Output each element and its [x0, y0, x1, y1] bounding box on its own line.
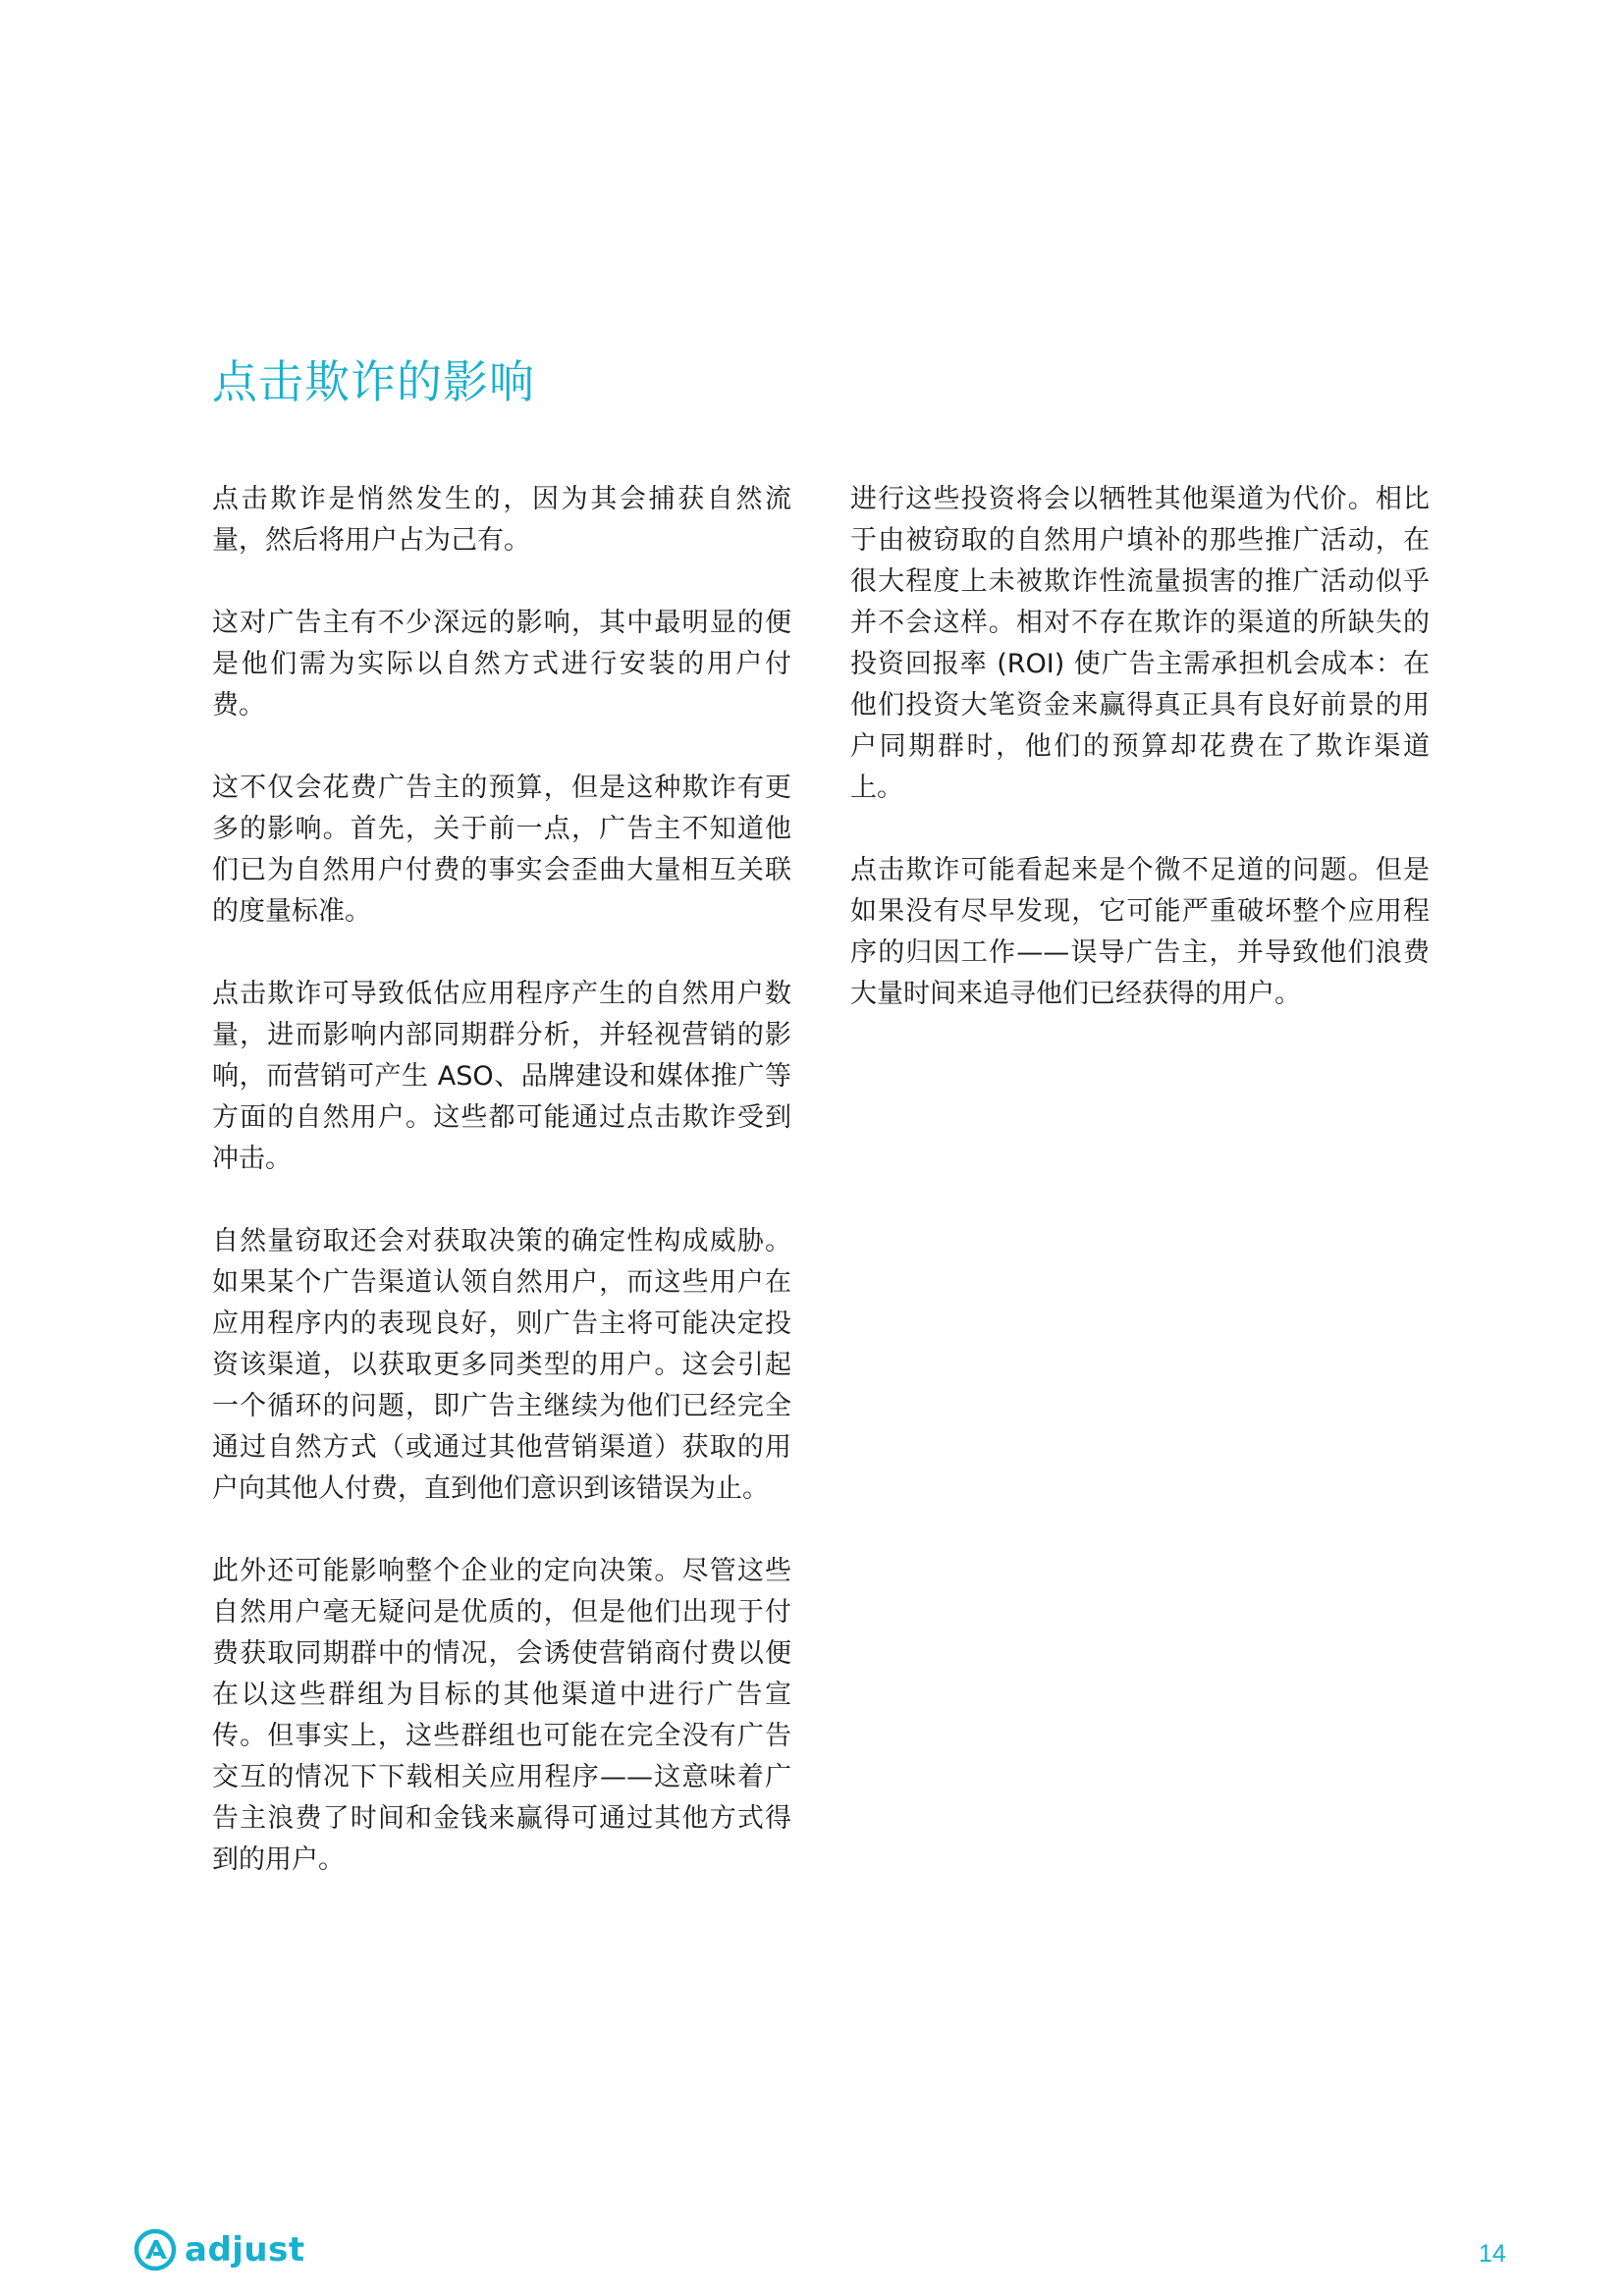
paragraph: 此外还可能影响整个企业的定向决策。尽管这些自然用户毫无疑问是优质的，但是他们出现于付费获取同期群中的情况，会诱使营销商付费以便在以这些群组为目标的其他渠道中进行广告宣传。但事实上，这些群组也可能在完全没有广告交互的情况下下载相关应用程序——这意味着广告主浪费了时间和金钱来赢得可通过其他方式得到的用户。 — [212, 1556, 791, 1875]
paragraph: 点击欺诈可能看起来是个微不足道的问题。但是如果没有尽早发现，它可能严重破坏整个应用程序的归因工作——误导广告主，并导致他们浪费大量时间来追寻他们已经获得的用户。 — [850, 855, 1430, 1009]
right-column — [850, 479, 1430, 1056]
paragraph: 这不仅会花费广告主的预算，但是这种欺诈有更多的影响。首先，关于前一点，广告主不知道他们已为自然用户付费的事实会歪曲大量相互关联的度量标准。 — [212, 773, 791, 927]
left-column — [212, 479, 791, 1922]
adjust-logo — [134, 2224, 305, 2275]
adjust-logo-icon — [134, 2228, 177, 2271]
page-number: 14 — [1479, 2240, 1506, 2268]
paragraph: 自然量窃取还会对获取决策的确定性构成威胁。如果某个广告渠道认领自然用户，而这些用户在应用程序内的表现良好，则广告主将可能决定投资该渠道，以获取更多同类型的用户。这会引起一个循环的问题，即广告主继续为他们已经完全通过自然方式（或通过其他营销渠道）获取的用户向其他人付费，直到他们意识到该错误为止。 — [212, 1226, 791, 1504]
paragraph: 点击欺诈是悄然发生的，因为其会捕获自然流量，然后将用户占为己有。 — [212, 484, 791, 556]
paragraph: 进行这些投资将会以牺牲其他渠道为代价。相比于由被窃取的自然用户填补的那些推广活动，在很大程度上未被欺诈性流量损害的推广活动似乎并不会这样。相对不存在欺诈的渠道的所缺失的投资回报率 (ROI) 使广告主需承担机会成本：在他们投资大笔资金来赢得真正具有良好前景的用户同期群时，他们的预算却花费在了欺诈渠道上。 — [850, 484, 1430, 803]
paragraph: 点击欺诈可导致低估应用程序产生的自然用户数量，进而影响内部同期群分析，并轻视营销的影响，而营销可产生 ASO、品牌建设和媒体推广等方面的自然用户。这些都可能通过点击欺诈受到冲击。 — [212, 979, 791, 1174]
logo-text: adjust — [185, 2230, 305, 2269]
paragraph: 这对广告主有不少深远的影响，其中最明显的便是他们需为实际以自然方式进行安装的用户付费。 — [212, 608, 791, 721]
page-title: 点击欺诈的影响 — [212, 355, 535, 408]
